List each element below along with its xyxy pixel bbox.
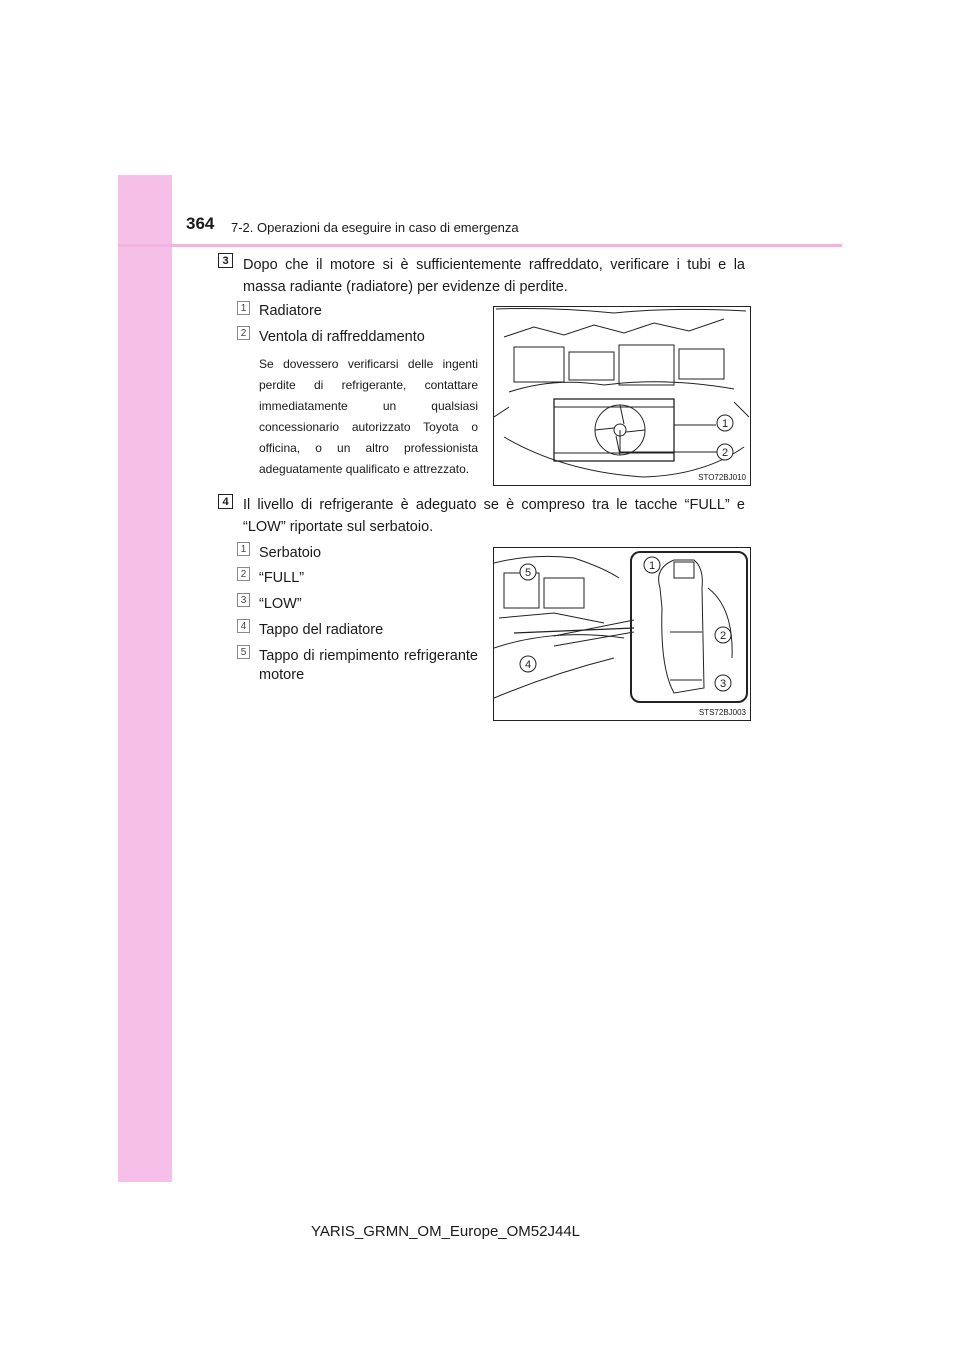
reservoir-illustration [494,548,750,720]
figure-radiator [493,306,751,486]
figure-coolant-reservoir [493,547,751,721]
footer-code: YARIS_GRMN_OM_Europe_OM52J44L [311,1223,581,1240]
item-label-full: “FULL” [259,570,305,586]
item-label-serbatoio: Serbatoio [259,545,322,561]
figure-code: STO72BJ010 [698,473,746,482]
figure-code: STS72BJ003 [698,708,746,717]
page-number: 364 [186,214,215,233]
item-number-icon: 5 [237,645,250,659]
fig2-callout-1: 1 [648,560,656,572]
item-label-radiatore: Radiatore [259,303,322,319]
radiator-illustration [494,307,750,485]
item-label-low: “LOW” [259,596,302,612]
fig2-callout-2: 2 [719,630,727,642]
step-badge-4: 4 [218,494,233,509]
item-label-tappo-radiatore: Tappo del radiatore [259,622,384,638]
fig1-callout-1: 1 [721,418,729,430]
item-number-icon: 3 [237,593,250,607]
header-rule [118,244,842,247]
fig2-callout-4: 4 [524,659,532,671]
item-label-tappo-riempimento: Tappo di riempimento refrigerante motore [259,648,478,683]
item-label-ventola: Ventola di raffreddamento [259,329,425,345]
section-title: 7-2. Operazioni da eseguire in caso di emergenza [231,220,519,235]
fig2-callout-3: 3 [719,678,727,690]
item-number-icon: 2 [237,326,250,340]
fig1-callout-2: 2 [721,447,729,459]
fig2-callout-5: 5 [524,567,532,579]
step-badge-3: 3 [218,253,233,268]
step-4-text: Il livello di refrigerante è adeguato se è compreso tra le tacche “FULL” e “LOW” riportate sul serbatoio. [243,497,745,535]
item-number-icon: 1 [237,301,250,315]
item-number-icon: 4 [237,619,250,633]
side-color-bar [118,175,172,1182]
step-3-text: Dopo che il motore si è sufficientemente raffreddato, verificare i tubi e la massa radiante (radiatore) per evidenze di perdite. [243,257,745,295]
leak-note: Se dovessero verificarsi delle ingenti perdite di refrigerante, contattare immediatamente un qualsiasi concessionario autorizzato Toyota o officina, o un altro professionista adeguatamente qualificato e attrezzato. [259,357,478,476]
item-number-icon: 2 [237,567,250,581]
item-number-icon: 1 [237,542,250,556]
